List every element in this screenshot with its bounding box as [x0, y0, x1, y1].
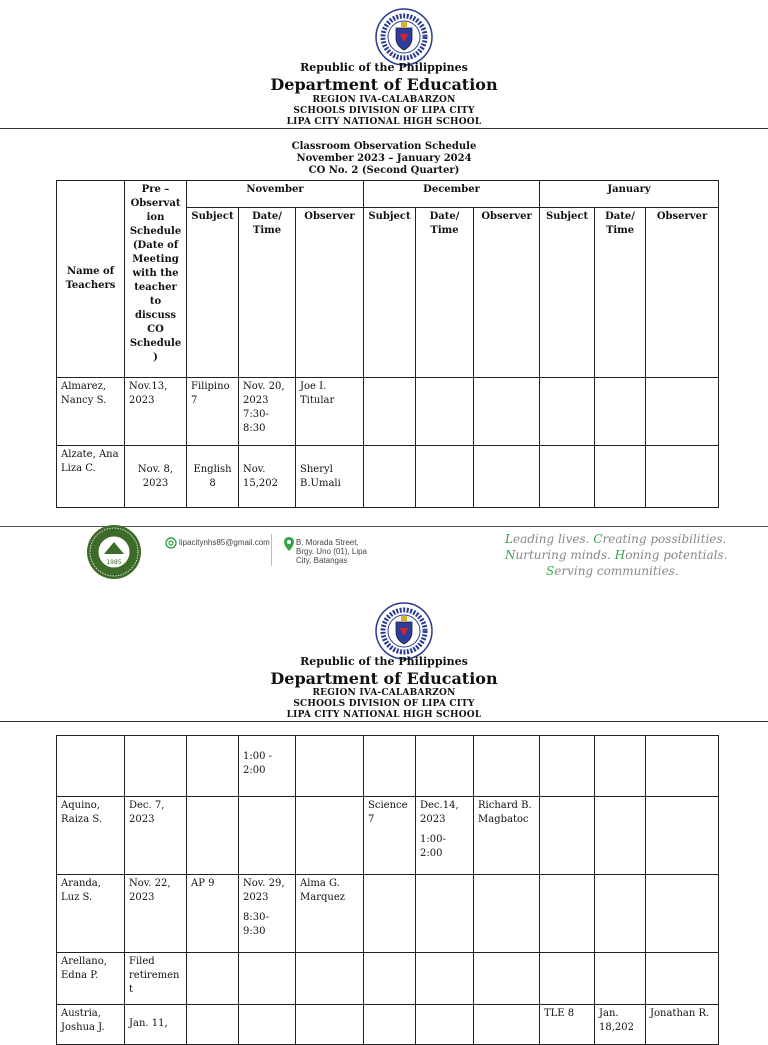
schedule-period: November 2023 – January 2024: [296, 153, 472, 164]
table-row: [57, 1005, 719, 1045]
department-title-page2: Department of Education: [270, 669, 498, 688]
nov-observer-header: Observer: [296, 208, 364, 378]
teacher-name: Alzate, Ana Liza C.: [57, 446, 125, 508]
month-december: December: [364, 181, 540, 208]
region-label: REGION IVA-CALABARZON: [312, 95, 456, 105]
table-row: [57, 797, 719, 875]
republic-label-page2: Republic of the Philippines: [300, 655, 468, 668]
school-email: lipacitynhs85@gmail.com: [179, 538, 270, 547]
month-january: January: [540, 181, 719, 208]
school-label-page2: LIPA CITY NATIONAL HIGH SCHOOL: [286, 710, 482, 720]
dec-date-header: Date/ Time: [416, 208, 474, 378]
table-row: [57, 446, 719, 508]
header-divider-page2: [0, 721, 768, 722]
teacher-name: Aquino, Raiza S.: [57, 797, 125, 875]
teacher-name: Arellano, Edna P.: [57, 953, 125, 1005]
school-label: LIPA CITY NATIONAL HIGH SCHOOL: [286, 117, 482, 127]
republic-label: Republic of the Philippines: [300, 61, 468, 74]
motto-line-2: Nurturing minds. Honing potentials.: [505, 548, 728, 562]
department-title: Department of Education: [270, 75, 498, 94]
pre-schedule: Nov.13, 2023: [125, 378, 187, 446]
teacher-name: Almarez, Nancy S.: [57, 378, 125, 446]
email-icon: [165, 537, 177, 549]
table-row: [57, 875, 719, 953]
observation-table: [56, 180, 719, 508]
table-row: [57, 953, 719, 1005]
nov-subject: English 8: [187, 446, 239, 508]
division-label-page2: SCHOOLS DIVISION OF LIPA CITY: [293, 699, 475, 709]
pre-schedule: Dec. 7, 2023: [125, 797, 187, 875]
region-label-page2: REGION IVA-CALABARZON: [312, 688, 456, 698]
footer-separator: [271, 534, 272, 566]
jan-subject: TLE 8: [540, 1005, 595, 1045]
dec-subject-header: Subject: [364, 208, 416, 378]
nov-observer: Alma G. Marquez: [296, 875, 364, 953]
dec-observer: Richard B. Magbatoc: [474, 797, 540, 875]
pre-schedule: Filed retiremen t: [125, 953, 187, 1005]
division-label: SCHOOLS DIVISION OF LIPA CITY: [293, 106, 475, 116]
table-row: [57, 736, 719, 797]
nov-date: Nov. 29, 2023 8:30- 9:30: [239, 875, 296, 953]
jan-observer-header: Observer: [646, 208, 719, 378]
col-name-header: Name of Teachers: [57, 181, 125, 378]
nov-date: 1:00 - 2:00: [239, 736, 296, 797]
seal-year: 1985: [106, 559, 122, 566]
header-divider: [0, 128, 768, 129]
observation-table-continued: [56, 735, 719, 1045]
nov-date: Nov. 15,202: [239, 446, 296, 508]
school-seal: [84, 524, 144, 580]
school-address: B. Morada Street, Brgy. Uno (01), Lipa City, Batangas: [296, 538, 367, 565]
jan-subject-header: Subject: [540, 208, 595, 378]
col-pre-header: Pre – Observat ion Schedule (Date of Meeting with the teacher to discuss CO Schedule ): [125, 181, 187, 378]
motto-line-1: Leading lives. Creating possibilities.: [505, 532, 727, 546]
schedule-co: CO No. 2 (Second Quarter): [308, 165, 460, 176]
dec-observer-header: Observer: [474, 208, 540, 378]
deped-seal-page2: [375, 602, 433, 660]
pre-schedule: Jan. 11,: [125, 1005, 187, 1045]
jan-observer: Jonathan R.: [646, 1005, 719, 1045]
pre-schedule: Nov. 22, 2023: [125, 875, 187, 953]
teacher-name: Aranda, Luz S.: [57, 875, 125, 953]
nov-date: Nov. 20, 2023 7:30- 8:30: [239, 378, 296, 446]
nov-observer: Sheryl B.Umali: [296, 446, 364, 508]
location-pin-icon: [284, 537, 294, 551]
teacher-name: Austria, Joshua J.: [57, 1005, 125, 1045]
nov-subject-header: Subject: [187, 208, 239, 378]
month-november: November: [187, 181, 364, 208]
motto-line-3: Serving communities.: [546, 564, 679, 578]
pre-schedule: Nov. 8, 2023: [125, 446, 187, 508]
deped-seal: [375, 8, 433, 66]
nov-date-header: Date/ Time: [239, 208, 296, 378]
nov-subject: Filipino 7: [187, 378, 239, 446]
dec-date: Dec.14, 2023 1:00- 2:00: [416, 797, 474, 875]
nov-observer: Joe I. Titular: [296, 378, 364, 446]
nov-subject: AP 9: [187, 875, 239, 953]
table-row: [57, 378, 719, 446]
schedule-title: Classroom Observation Schedule: [291, 141, 477, 152]
dec-subject: Science 7: [364, 797, 416, 875]
jan-date-header: Date/ Time: [595, 208, 646, 378]
jan-date: Jan. 18,202: [595, 1005, 646, 1045]
